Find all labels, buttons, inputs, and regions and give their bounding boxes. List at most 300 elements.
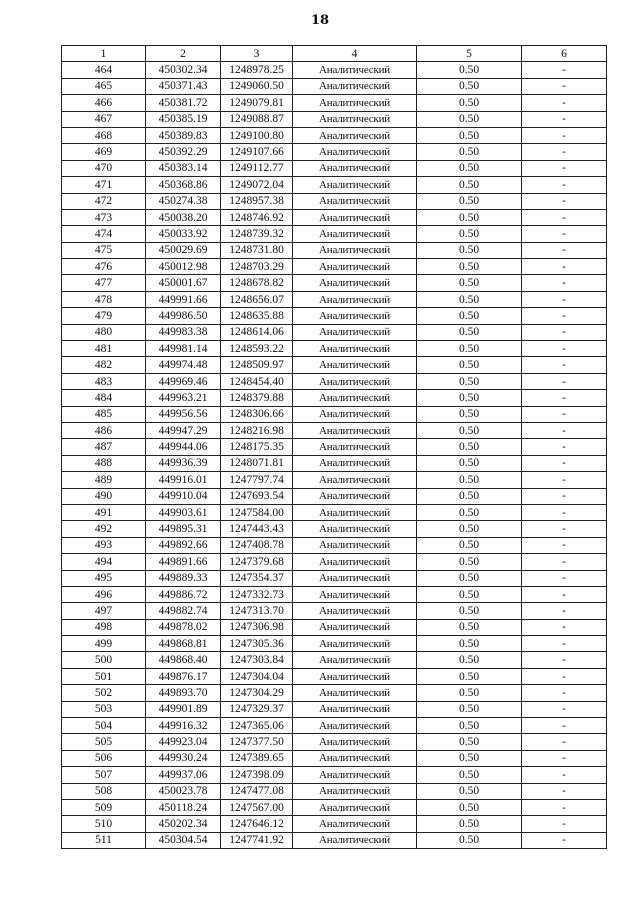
x-coordinate-cell: 449891.66 xyxy=(146,554,221,570)
table-row xyxy=(62,521,607,537)
accuracy-cell: 0.50 xyxy=(417,406,522,422)
y-coordinate-cell: 1248739.32 xyxy=(221,226,293,242)
page-number: 18 xyxy=(310,13,330,28)
note-cell: - xyxy=(522,373,607,389)
accuracy-cell: 0.50 xyxy=(417,193,522,209)
point-number-cell: 490 xyxy=(62,488,146,504)
column-header-5: 5 xyxy=(417,46,522,62)
y-coordinate-cell: 1249100.80 xyxy=(221,127,293,143)
method-cell: Аналитический xyxy=(293,832,417,848)
accuracy-cell: 0.50 xyxy=(417,718,522,734)
accuracy-cell: 0.50 xyxy=(417,570,522,586)
table-row xyxy=(62,488,607,504)
x-coordinate-cell: 449916.01 xyxy=(146,472,221,488)
point-number-cell: 499 xyxy=(62,636,146,652)
point-number-cell: 471 xyxy=(62,177,146,193)
point-number-cell: 511 xyxy=(62,832,146,848)
x-coordinate-cell: 450383.14 xyxy=(146,160,221,176)
note-cell: - xyxy=(522,177,607,193)
point-number-cell: 498 xyxy=(62,619,146,635)
method-cell: Аналитический xyxy=(293,701,417,717)
method-cell: Аналитический xyxy=(293,357,417,373)
table-row xyxy=(62,62,607,78)
method-cell: Аналитический xyxy=(293,816,417,832)
x-coordinate-cell: 450385.19 xyxy=(146,111,221,127)
point-number-cell: 474 xyxy=(62,226,146,242)
note-cell: - xyxy=(522,619,607,635)
note-cell: - xyxy=(522,406,607,422)
table-row xyxy=(62,783,607,799)
table-row xyxy=(62,750,607,766)
point-number-cell: 488 xyxy=(62,455,146,471)
method-cell: Аналитический xyxy=(293,390,417,406)
method-cell: Аналитический xyxy=(293,422,417,438)
method-cell: Аналитический xyxy=(293,488,417,504)
y-coordinate-cell: 1249060.50 xyxy=(221,78,293,94)
y-coordinate-cell: 1248454.40 xyxy=(221,373,293,389)
method-cell: Аналитический xyxy=(293,472,417,488)
x-coordinate-cell: 449991.66 xyxy=(146,291,221,307)
point-number-cell: 480 xyxy=(62,324,146,340)
y-coordinate-cell: 1247646.12 xyxy=(221,816,293,832)
accuracy-cell: 0.50 xyxy=(417,259,522,275)
method-cell: Аналитический xyxy=(293,78,417,94)
method-cell: Аналитический xyxy=(293,521,417,537)
y-coordinate-cell: 1249072.04 xyxy=(221,177,293,193)
method-cell: Аналитический xyxy=(293,603,417,619)
table-row xyxy=(62,78,607,94)
y-coordinate-cell: 1248703.29 xyxy=(221,259,293,275)
x-coordinate-cell: 450302.34 xyxy=(146,62,221,78)
accuracy-cell: 0.50 xyxy=(417,603,522,619)
table-row xyxy=(62,799,607,815)
table-row xyxy=(62,422,607,438)
point-number-cell: 494 xyxy=(62,554,146,570)
note-cell: - xyxy=(522,504,607,520)
note-cell: - xyxy=(522,718,607,734)
method-cell: Аналитический xyxy=(293,209,417,225)
table-row xyxy=(62,275,607,291)
x-coordinate-cell: 449910.04 xyxy=(146,488,221,504)
method-cell: Аналитический xyxy=(293,652,417,668)
table-row xyxy=(62,603,607,619)
note-cell: - xyxy=(522,275,607,291)
note-cell: - xyxy=(522,226,607,242)
x-coordinate-cell: 450118.24 xyxy=(146,799,221,815)
accuracy-cell: 0.50 xyxy=(417,554,522,570)
note-cell: - xyxy=(522,521,607,537)
accuracy-cell: 0.50 xyxy=(417,685,522,701)
y-coordinate-cell: 1248678.82 xyxy=(221,275,293,291)
point-number-cell: 496 xyxy=(62,586,146,602)
method-cell: Аналитический xyxy=(293,799,417,815)
table-row xyxy=(62,619,607,635)
accuracy-cell: 0.50 xyxy=(417,455,522,471)
x-coordinate-cell: 450202.34 xyxy=(146,816,221,832)
x-coordinate-cell: 449903.61 xyxy=(146,504,221,520)
table-row xyxy=(62,242,607,258)
method-cell: Аналитический xyxy=(293,259,417,275)
method-cell: Аналитический xyxy=(293,62,417,78)
method-cell: Аналитический xyxy=(293,619,417,635)
table-row xyxy=(62,111,607,127)
accuracy-cell: 0.50 xyxy=(417,783,522,799)
accuracy-cell: 0.50 xyxy=(417,242,522,258)
note-cell: - xyxy=(522,291,607,307)
y-coordinate-cell: 1248071.81 xyxy=(221,455,293,471)
point-number-cell: 487 xyxy=(62,439,146,455)
x-coordinate-cell: 449893.70 xyxy=(146,685,221,701)
table-row xyxy=(62,701,607,717)
x-coordinate-cell: 449886.72 xyxy=(146,586,221,602)
note-cell: - xyxy=(522,685,607,701)
point-number-cell: 476 xyxy=(62,259,146,275)
method-cell: Аналитический xyxy=(293,160,417,176)
note-cell: - xyxy=(522,111,607,127)
point-number-cell: 464 xyxy=(62,62,146,78)
y-coordinate-cell: 1249107.66 xyxy=(221,144,293,160)
point-number-cell: 503 xyxy=(62,701,146,717)
y-coordinate-cell: 1248746.92 xyxy=(221,209,293,225)
accuracy-cell: 0.50 xyxy=(417,209,522,225)
note-cell: - xyxy=(522,242,607,258)
y-coordinate-cell: 1247305.36 xyxy=(221,636,293,652)
method-cell: Аналитический xyxy=(293,324,417,340)
accuracy-cell: 0.50 xyxy=(417,78,522,94)
method-cell: Аналитический xyxy=(293,668,417,684)
table-row xyxy=(62,472,607,488)
method-cell: Аналитический xyxy=(293,373,417,389)
x-coordinate-cell: 449882.74 xyxy=(146,603,221,619)
table-row xyxy=(62,668,607,684)
table-row xyxy=(62,734,607,750)
accuracy-cell: 0.50 xyxy=(417,488,522,504)
point-number-cell: 495 xyxy=(62,570,146,586)
point-number-cell: 486 xyxy=(62,422,146,438)
y-coordinate-cell: 1248978.25 xyxy=(221,62,293,78)
x-coordinate-cell: 450038.20 xyxy=(146,209,221,225)
table-row xyxy=(62,816,607,832)
accuracy-cell: 0.50 xyxy=(417,472,522,488)
column-header-3: 3 xyxy=(221,46,293,62)
method-cell: Аналитический xyxy=(293,586,417,602)
accuracy-cell: 0.50 xyxy=(417,832,522,848)
table-row xyxy=(62,685,607,701)
accuracy-cell: 0.50 xyxy=(417,390,522,406)
y-coordinate-cell: 1247443.43 xyxy=(221,521,293,537)
y-coordinate-cell: 1247365.06 xyxy=(221,718,293,734)
x-coordinate-cell: 449868.81 xyxy=(146,636,221,652)
x-coordinate-cell: 449876.17 xyxy=(146,668,221,684)
table-header-row xyxy=(62,46,607,62)
method-cell: Аналитический xyxy=(293,734,417,750)
x-coordinate-cell: 450371.43 xyxy=(146,78,221,94)
y-coordinate-cell: 1247584.00 xyxy=(221,504,293,520)
note-cell: - xyxy=(522,472,607,488)
method-cell: Аналитический xyxy=(293,177,417,193)
y-coordinate-cell: 1247477.08 xyxy=(221,783,293,799)
column-header-1: 1 xyxy=(62,46,146,62)
note-cell: - xyxy=(522,95,607,111)
table-row xyxy=(62,160,607,176)
table-row xyxy=(62,341,607,357)
table-body xyxy=(62,62,607,849)
table-row xyxy=(62,652,607,668)
table-row xyxy=(62,95,607,111)
accuracy-cell: 0.50 xyxy=(417,422,522,438)
x-coordinate-cell: 449947.29 xyxy=(146,422,221,438)
method-cell: Аналитический xyxy=(293,275,417,291)
accuracy-cell: 0.50 xyxy=(417,504,522,520)
y-coordinate-cell: 1247303.84 xyxy=(221,652,293,668)
y-coordinate-cell: 1247797.74 xyxy=(221,472,293,488)
x-coordinate-cell: 450368.86 xyxy=(146,177,221,193)
note-cell: - xyxy=(522,570,607,586)
method-cell: Аналитический xyxy=(293,242,417,258)
x-coordinate-cell: 450381.72 xyxy=(146,95,221,111)
method-cell: Аналитический xyxy=(293,439,417,455)
point-number-cell: 506 xyxy=(62,750,146,766)
x-coordinate-cell: 449963.21 xyxy=(146,390,221,406)
note-cell: - xyxy=(522,652,607,668)
accuracy-cell: 0.50 xyxy=(417,439,522,455)
x-coordinate-cell: 449937.06 xyxy=(146,767,221,783)
x-coordinate-cell: 449889.33 xyxy=(146,570,221,586)
x-coordinate-cell: 449986.50 xyxy=(146,308,221,324)
table-row xyxy=(62,537,607,553)
point-number-cell: 509 xyxy=(62,799,146,815)
accuracy-cell: 0.50 xyxy=(417,537,522,553)
accuracy-cell: 0.50 xyxy=(417,357,522,373)
point-number-cell: 482 xyxy=(62,357,146,373)
point-number-cell: 473 xyxy=(62,209,146,225)
table-row xyxy=(62,144,607,160)
note-cell: - xyxy=(522,455,607,471)
y-coordinate-cell: 1247304.29 xyxy=(221,685,293,701)
point-number-cell: 505 xyxy=(62,734,146,750)
note-cell: - xyxy=(522,537,607,553)
y-coordinate-cell: 1248306.66 xyxy=(221,406,293,422)
point-number-cell: 497 xyxy=(62,603,146,619)
y-coordinate-cell: 1249088.87 xyxy=(221,111,293,127)
x-coordinate-cell: 450001.67 xyxy=(146,275,221,291)
x-coordinate-cell: 449969.46 xyxy=(146,373,221,389)
table-row xyxy=(62,193,607,209)
method-cell: Аналитический xyxy=(293,193,417,209)
y-coordinate-cell: 1248216.98 xyxy=(221,422,293,438)
x-coordinate-cell: 450389.83 xyxy=(146,127,221,143)
note-cell: - xyxy=(522,783,607,799)
method-cell: Аналитический xyxy=(293,455,417,471)
point-number-cell: 472 xyxy=(62,193,146,209)
accuracy-cell: 0.50 xyxy=(417,177,522,193)
note-cell: - xyxy=(522,816,607,832)
note-cell: - xyxy=(522,439,607,455)
note-cell: - xyxy=(522,767,607,783)
note-cell: - xyxy=(522,259,607,275)
accuracy-cell: 0.50 xyxy=(417,816,522,832)
note-cell: - xyxy=(522,586,607,602)
point-number-cell: 500 xyxy=(62,652,146,668)
y-coordinate-cell: 1247332.73 xyxy=(221,586,293,602)
note-cell: - xyxy=(522,636,607,652)
accuracy-cell: 0.50 xyxy=(417,668,522,684)
y-coordinate-cell: 1247567.00 xyxy=(221,799,293,815)
note-cell: - xyxy=(522,488,607,504)
note-cell: - xyxy=(522,193,607,209)
method-cell: Аналитический xyxy=(293,291,417,307)
note-cell: - xyxy=(522,341,607,357)
accuracy-cell: 0.50 xyxy=(417,144,522,160)
point-number-cell: 479 xyxy=(62,308,146,324)
accuracy-cell: 0.50 xyxy=(417,734,522,750)
note-cell: - xyxy=(522,324,607,340)
column-header-2: 2 xyxy=(146,46,221,62)
accuracy-cell: 0.50 xyxy=(417,799,522,815)
y-coordinate-cell: 1248593.22 xyxy=(221,341,293,357)
point-number-cell: 475 xyxy=(62,242,146,258)
y-coordinate-cell: 1248614.06 xyxy=(221,324,293,340)
x-coordinate-cell: 449956.56 xyxy=(146,406,221,422)
method-cell: Аналитический xyxy=(293,783,417,799)
y-coordinate-cell: 1247398.09 xyxy=(221,767,293,783)
y-coordinate-cell: 1248656.07 xyxy=(221,291,293,307)
y-coordinate-cell: 1247741.92 xyxy=(221,832,293,848)
point-number-cell: 507 xyxy=(62,767,146,783)
note-cell: - xyxy=(522,554,607,570)
method-cell: Аналитический xyxy=(293,685,417,701)
point-number-cell: 483 xyxy=(62,373,146,389)
x-coordinate-cell: 449983.38 xyxy=(146,324,221,340)
table-row xyxy=(62,373,607,389)
table-row xyxy=(62,586,607,602)
point-number-cell: 468 xyxy=(62,127,146,143)
y-coordinate-cell: 1248957.38 xyxy=(221,193,293,209)
method-cell: Аналитический xyxy=(293,570,417,586)
note-cell: - xyxy=(522,390,607,406)
x-coordinate-cell: 449974.48 xyxy=(146,357,221,373)
accuracy-cell: 0.50 xyxy=(417,767,522,783)
accuracy-cell: 0.50 xyxy=(417,95,522,111)
table-row xyxy=(62,406,607,422)
y-coordinate-cell: 1247389.65 xyxy=(221,750,293,766)
method-cell: Аналитический xyxy=(293,308,417,324)
method-cell: Аналитический xyxy=(293,406,417,422)
point-number-cell: 492 xyxy=(62,521,146,537)
note-cell: - xyxy=(522,144,607,160)
table-row xyxy=(62,127,607,143)
x-coordinate-cell: 450023.78 xyxy=(146,783,221,799)
accuracy-cell: 0.50 xyxy=(417,636,522,652)
table-row xyxy=(62,718,607,734)
method-cell: Аналитический xyxy=(293,144,417,160)
x-coordinate-cell: 449901.89 xyxy=(146,701,221,717)
method-cell: Аналитический xyxy=(293,341,417,357)
table-row xyxy=(62,832,607,848)
accuracy-cell: 0.50 xyxy=(417,341,522,357)
point-number-cell: 508 xyxy=(62,783,146,799)
note-cell: - xyxy=(522,127,607,143)
x-coordinate-cell: 449981.14 xyxy=(146,341,221,357)
point-number-cell: 469 xyxy=(62,144,146,160)
y-coordinate-cell: 1247329.37 xyxy=(221,701,293,717)
method-cell: Аналитический xyxy=(293,111,417,127)
y-coordinate-cell: 1247306.98 xyxy=(221,619,293,635)
point-number-cell: 504 xyxy=(62,718,146,734)
accuracy-cell: 0.50 xyxy=(417,308,522,324)
y-coordinate-cell: 1248731.80 xyxy=(221,242,293,258)
accuracy-cell: 0.50 xyxy=(417,750,522,766)
table-row xyxy=(62,570,607,586)
point-number-cell: 481 xyxy=(62,341,146,357)
method-cell: Аналитический xyxy=(293,767,417,783)
note-cell: - xyxy=(522,750,607,766)
accuracy-cell: 0.50 xyxy=(417,373,522,389)
point-number-cell: 466 xyxy=(62,95,146,111)
note-cell: - xyxy=(522,62,607,78)
x-coordinate-cell: 449878.02 xyxy=(146,619,221,635)
point-number-cell: 510 xyxy=(62,816,146,832)
x-coordinate-cell: 450029.69 xyxy=(146,242,221,258)
note-cell: - xyxy=(522,603,607,619)
point-number-cell: 485 xyxy=(62,406,146,422)
note-cell: - xyxy=(522,701,607,717)
table-row xyxy=(62,177,607,193)
x-coordinate-cell: 450304.54 xyxy=(146,832,221,848)
accuracy-cell: 0.50 xyxy=(417,701,522,717)
accuracy-cell: 0.50 xyxy=(417,111,522,127)
coordinates-table xyxy=(61,45,607,849)
table-row xyxy=(62,324,607,340)
y-coordinate-cell: 1249112.77 xyxy=(221,160,293,176)
accuracy-cell: 0.50 xyxy=(417,62,522,78)
method-cell: Аналитический xyxy=(293,226,417,242)
x-coordinate-cell: 450012.98 xyxy=(146,259,221,275)
table-row xyxy=(62,308,607,324)
y-coordinate-cell: 1247379.68 xyxy=(221,554,293,570)
table-row xyxy=(62,636,607,652)
point-number-cell: 493 xyxy=(62,537,146,553)
note-cell: - xyxy=(522,160,607,176)
point-number-cell: 489 xyxy=(62,472,146,488)
note-cell: - xyxy=(522,668,607,684)
point-number-cell: 467 xyxy=(62,111,146,127)
point-number-cell: 477 xyxy=(62,275,146,291)
y-coordinate-cell: 1248635.88 xyxy=(221,308,293,324)
y-coordinate-cell: 1247408.78 xyxy=(221,537,293,553)
method-cell: Аналитический xyxy=(293,537,417,553)
table-row xyxy=(62,439,607,455)
table-row xyxy=(62,455,607,471)
note-cell: - xyxy=(522,734,607,750)
method-cell: Аналитический xyxy=(293,718,417,734)
method-cell: Аналитический xyxy=(293,554,417,570)
method-cell: Аналитический xyxy=(293,127,417,143)
accuracy-cell: 0.50 xyxy=(417,226,522,242)
point-number-cell: 478 xyxy=(62,291,146,307)
x-coordinate-cell: 449923.04 xyxy=(146,734,221,750)
accuracy-cell: 0.50 xyxy=(417,586,522,602)
table-row xyxy=(62,209,607,225)
point-number-cell: 465 xyxy=(62,78,146,94)
point-number-cell: 470 xyxy=(62,160,146,176)
accuracy-cell: 0.50 xyxy=(417,160,522,176)
point-number-cell: 484 xyxy=(62,390,146,406)
x-coordinate-cell: 449936.39 xyxy=(146,455,221,471)
x-coordinate-cell: 449916.32 xyxy=(146,718,221,734)
point-number-cell: 502 xyxy=(62,685,146,701)
note-cell: - xyxy=(522,78,607,94)
